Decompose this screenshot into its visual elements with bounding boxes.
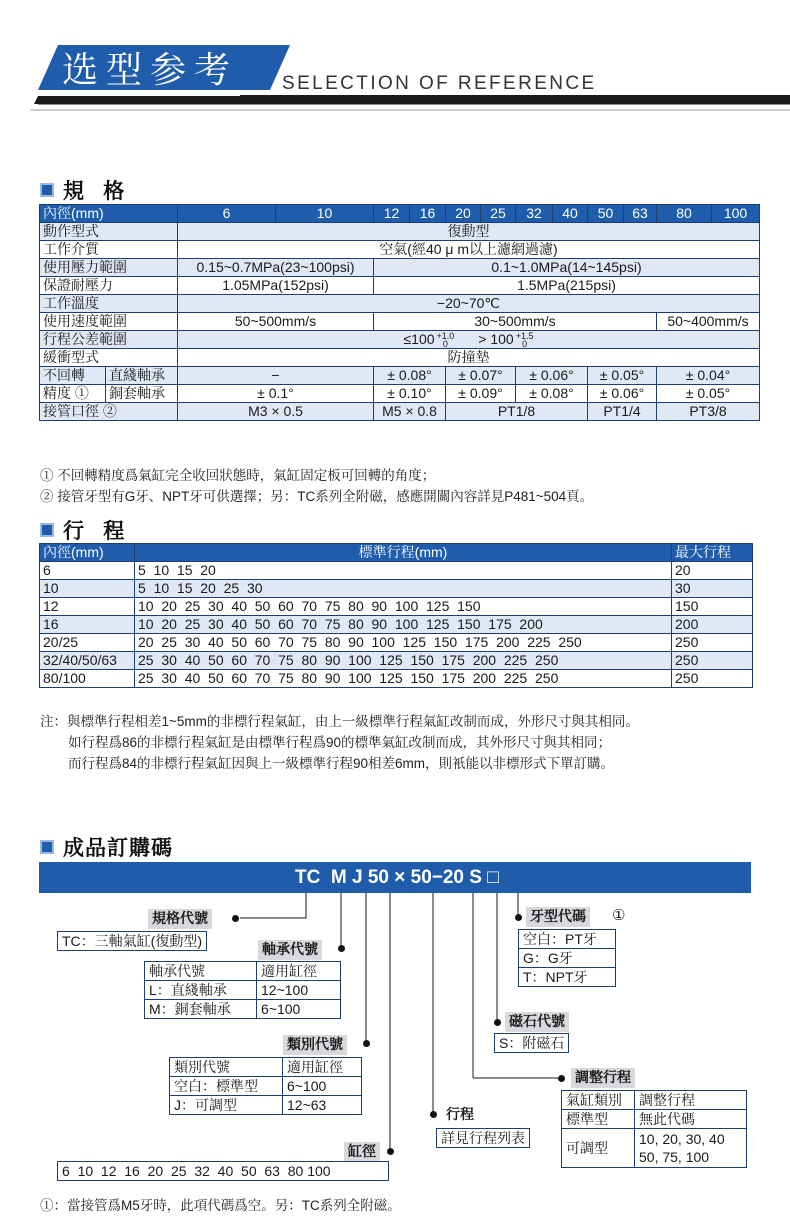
spec-header-cell: 100 <box>712 205 760 223</box>
spec-cell: 0.15~0.7MPa(23~100psi) <box>178 259 374 277</box>
spec-row-sublabel: 銅套軸承 <box>106 385 178 403</box>
stroke-cell: 10 20 25 30 40 50 60 70 75 80 90 100 125 150 <box>135 598 672 616</box>
spec-row-label: 工作溫度 <box>40 295 178 313</box>
label-bore: 缸徑 <box>344 1142 380 1162</box>
tol-b: > 100 <box>478 331 514 347</box>
adjust-cell: 10, 20, 30, 40 50, 75, 100 <box>635 1129 747 1168</box>
stroke-cell: 250 <box>672 652 753 670</box>
stroke-cell: 250 <box>672 634 753 652</box>
spec-cell: ± 0.04° <box>657 367 760 385</box>
type-cell: 6~100 <box>283 1077 362 1096</box>
stroke-header-max: 最大行程 <box>672 544 753 562</box>
spec-cell: 30~500mm/s <box>374 313 657 331</box>
bore-values: 6 10 12 16 20 25 32 40 50 63 80 100 <box>57 1161 389 1181</box>
spec-cell: ± 0.05° <box>588 367 657 385</box>
tol-a: ≤100 <box>403 331 435 347</box>
spec-note-1: ① 不回轉精度爲氣缸完全收回狀態時，氣缸固定板可回轉的角度； <box>40 468 436 483</box>
adjust-cell: 調整行程 <box>635 1091 747 1110</box>
spec-cell: −20~70℃ <box>178 295 760 313</box>
bearing-cell: 軸承代號 <box>145 962 257 981</box>
spec-cell: ± 0.05° <box>657 385 760 403</box>
stroke-cell: 6 <box>40 562 135 580</box>
spec-cell: PT3/8 <box>657 403 760 421</box>
spec-row-label: 使用壓力範圍 <box>40 259 178 277</box>
spec-header-cell: 80 <box>657 205 712 223</box>
label-magnet-code: 磁石代號 <box>505 1012 569 1032</box>
bearing-cell: 適用缸徑 <box>257 962 341 981</box>
spec-header-cell: 6 <box>178 205 276 223</box>
spec-row-label: 行程公差範圍 <box>40 331 178 349</box>
spec-cell: ± 0.06° <box>588 385 657 403</box>
spec-row-label: 精度 ① <box>40 385 106 403</box>
stroke-cell: 80/100 <box>40 670 135 688</box>
adjust-cell: 氣缸類別 <box>562 1091 635 1110</box>
tol-a-sub: 0 <box>442 339 448 349</box>
stroke-value: 詳見行程列表 <box>436 1128 530 1148</box>
label-stroke: 行程 <box>446 1107 474 1123</box>
tol-b-sub: 0 <box>522 339 528 349</box>
stroke-cell: 10 <box>40 580 135 598</box>
thread-footnote-mark: ① <box>612 906 626 924</box>
stroke-cell: 10 20 25 30 40 50 60 70 75 80 90 100 125 150 175 200 <box>135 616 672 634</box>
spec-cell: ± 0.10° <box>374 385 446 403</box>
adjust-cell: 可調型 <box>562 1129 635 1168</box>
spec-row-label: 工作介質 <box>40 241 178 259</box>
spec-row-label: 不回轉 <box>40 367 106 385</box>
label-thread-code: 牙型代碼 <box>526 907 590 927</box>
stroke-note-1: 注：與標準行程相差1~5mm的非標行程氣缸，由上一級標準行程氣缸改制而成，外形尺寸與其相同。 <box>40 714 639 729</box>
spec-cell: ± 0.1° <box>178 385 374 403</box>
tol-a-sup: +1.0 <box>436 331 455 342</box>
spec-cell: 空氣(經40 μ m以上濾網過濾) <box>178 241 760 259</box>
spec-code-value: TC：三軸氣缸(復動型) <box>57 931 207 951</box>
stroke-cell: 25 30 40 50 60 70 75 80 90 100 125 150 175 200 225 250 <box>135 670 672 688</box>
spec-header-cell: 12 <box>374 205 410 223</box>
spec-row-label: 接管口徑 ② <box>40 403 178 421</box>
type-cell: J：可調型 <box>170 1096 283 1115</box>
spec-cell: ± 0.09° <box>446 385 516 403</box>
type-cell: 空白：標準型 <box>170 1077 283 1096</box>
spec-header-cell: 40 <box>553 205 588 223</box>
stroke-cell: 5 10 15 20 25 30 <box>135 580 672 598</box>
spec-header-cell: 20 <box>446 205 481 223</box>
order-footnote: ①：當接管爲M5牙時，此項代碼爲空。另：TC系列全附磁。 <box>40 1198 401 1213</box>
spec-cell: 防撞墊 <box>178 349 760 367</box>
stroke-cell: 16 <box>40 616 135 634</box>
spec-note-2: ② 接管牙型有G牙、NPT牙可供選擇；另：TC系列全附磁，感應開關內容詳見P481~504頁。 <box>40 489 594 504</box>
spec-cell: − <box>178 367 374 385</box>
stroke-cell: 20 <box>672 562 753 580</box>
spec-cell: 50~500mm/s <box>178 313 374 331</box>
spec-header-cell: 50 <box>588 205 624 223</box>
header-title-cn: 选型参考 <box>62 50 239 91</box>
stroke-cell: 250 <box>672 670 753 688</box>
spec-cell: 1.5MPa(215psi) <box>374 277 760 295</box>
magnet-value: S：附磁石 <box>494 1033 569 1053</box>
stroke-cell: 25 30 40 50 60 70 75 80 90 100 125 150 175 200 225 250 <box>135 652 672 670</box>
label-bearing-code: 軸承代號 <box>258 940 322 960</box>
adjust-table <box>561 1090 747 1168</box>
spec-cell: ± 0.06° <box>516 367 588 385</box>
spec-header-cell: 16 <box>410 205 446 223</box>
spec-cell: 50~400mm/s <box>657 313 760 331</box>
spec-row-sublabel: 直綫軸承 <box>106 367 178 385</box>
spec-header-cell: 內徑(mm) <box>40 205 178 223</box>
header-title-en: SELECTION OF REFERENCE <box>282 73 597 94</box>
spec-cell: 1.05MPa(152psi) <box>178 277 374 295</box>
spec-header-cell: 32 <box>516 205 553 223</box>
spec-cell: ± 0.08° <box>374 367 446 385</box>
adjust-cell: 無此代碼 <box>635 1110 747 1129</box>
type-cell: 12~63 <box>283 1096 362 1115</box>
stroke-cell: 150 <box>672 598 753 616</box>
stroke-header-bore: 內徑(mm) <box>40 544 135 562</box>
spec-header-cell: 10 <box>276 205 374 223</box>
spec-cell: ± 0.07° <box>446 367 516 385</box>
spec-row-label: 使用速度範圍 <box>40 313 178 331</box>
stroke-cell: 32/40/50/63 <box>40 652 135 670</box>
stroke-cell: 12 <box>40 598 135 616</box>
label-spec-code: 規格代號 <box>148 909 212 929</box>
label-type-code: 類別代號 <box>283 1035 347 1055</box>
label-adjust-stroke: 調整行程 <box>571 1068 635 1088</box>
order-code: TC M J 50 × 50−20 S □ <box>295 867 499 888</box>
spec-row-label: 保證耐壓力 <box>40 277 178 295</box>
thread-cell: G：G牙 <box>519 949 616 968</box>
spec-cell: M5 × 0.8 <box>374 403 446 421</box>
thread-cell: 空白：PT牙 <box>519 930 616 949</box>
spec-header-cell: 63 <box>624 205 657 223</box>
stroke-section-title: 行 程 <box>40 515 130 545</box>
dot-marker-icon <box>558 1075 565 1082</box>
type-cell: 適用缸徑 <box>283 1058 362 1077</box>
type-cell: 類別代號 <box>170 1058 283 1077</box>
spec-cell: M3 × 0.5 <box>178 403 374 421</box>
stroke-header-std: 標準行程(mm) <box>135 544 672 562</box>
adjust-cell: 標準型 <box>562 1110 635 1129</box>
stroke-note-3: 而行程爲84的非標行程氣缸因與上一級標準行程90相差6mm，則衹能以非標形式下單訂購。 <box>68 756 615 771</box>
tol-b-sup: +1.5 <box>515 331 534 342</box>
bearing-cell: 6~100 <box>257 1000 341 1019</box>
order-section-title: 成品訂購碼 <box>40 832 173 862</box>
spec-cell: PT1/4 <box>588 403 657 421</box>
spec-row-label: 緩衝型式 <box>40 349 178 367</box>
bearing-cell: L：直綫軸承 <box>145 981 257 1000</box>
stroke-cell: 20/25 <box>40 634 135 652</box>
stroke-cell: 30 <box>672 580 753 598</box>
thread-cell: T：NPT牙 <box>519 968 616 987</box>
spec-cell: 復動型 <box>178 223 760 241</box>
stroke-cell: 200 <box>672 616 753 634</box>
bearing-cell: M：銅套軸承 <box>145 1000 257 1019</box>
spec-cell: ± 0.08° <box>516 385 588 403</box>
spec-section-title: 規 格 <box>40 175 130 205</box>
spec-header-cell: 25 <box>481 205 516 223</box>
spec-cell: 0.1~1.0MPa(14~145psi) <box>374 259 760 277</box>
stroke-cell: 5 10 15 20 <box>135 562 672 580</box>
spec-cell: PT1/8 <box>446 403 588 421</box>
stroke-cell: 20 25 30 40 50 60 70 75 80 90 100 125 150 175 200 225 250 <box>135 634 672 652</box>
spec-row-label: 動作型式 <box>40 223 178 241</box>
stroke-note-2: 如行程爲86的非標行程氣缸是由標準行程爲90的標準氣缸改制而成，其外形尺寸與其相同； <box>68 735 612 750</box>
bearing-cell: 12~100 <box>257 981 341 1000</box>
